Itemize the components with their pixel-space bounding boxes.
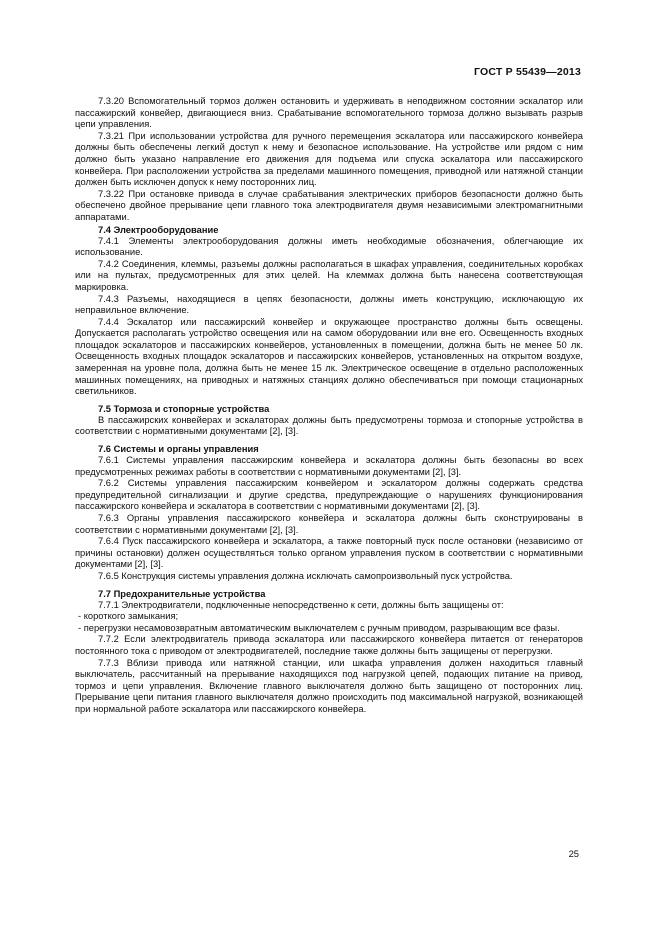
section-heading: 7.4 Электрооборудование: [98, 224, 219, 235]
paragraph: 7.7.3 Вблизи привода или натяжной станции, или шкафа управления должен находиться главный выключатель, рассчитанный на прерывание находящихся под нагрузкой цепей, подающих питание на привод, тормоз и цепи управления. Включение главного выключателя должно быть защищено от посторонних лиц. Прерывание цепи питания главного выключателя должно происходить под максимальной нагрузкой, возникающей при нормальной работе эскалатора или пассажирского конвейера.: [75, 657, 583, 714]
paragraph: 7.6.5 Конструкция системы управления должна исключать самопроизвольный пуск устройства.: [98, 570, 513, 581]
paragraph: 7.6.2 Системы управления пассажирским конвейером и эскалатором должны содержать средства предупредительной сигнализации и другие средства, предупреждающие о нарушениях функционирования пассажирского конвейера и эскалатора в соответствии с нормативными документами [2], [3].: [75, 478, 583, 512]
paragraph: 7.3.22 При остановке привода в случае срабатывания электрических приборов безопасности должно быть обеспечено двойное прерывание цепи главного тока электродвигателя двумя независимыми электромагнитными аппаратами.: [75, 188, 583, 222]
list-item: - перегрузки несамовозвратным автоматическим выключателем с ручным приводом, разрывающим все фазы.: [78, 622, 560, 633]
paragraph: 7.6.3 Органы управления пассажирского конвейера и эскалатора должны быть сконструированы в соответствии с нормативными документами [2], [3].: [75, 513, 583, 535]
paragraph: 7.4.3 Разъемы, находящиеся в цепях безопасности, должны иметь конструкцию, исключающую их неправильное включение.: [75, 293, 583, 316]
paragraph: 7.7.1 Электродвигатели, подключенные непосредственно к сети, должны быть защищены от:: [98, 599, 504, 610]
section-heading: 7.6 Системы и органы управления: [98, 444, 259, 455]
section-heading: 7.5 Тормоза и стопорные устройства: [98, 403, 270, 414]
document-body: [75, 96, 583, 716]
paragraph: 7.3.20 Вспомогательный тормоз должен остановить и удерживать в неподвижном состоянии эскалатор или пассажирский конвейер, двигающиеся вниз. Срабатывание вспомогательного тормоза должно вызывать разрыв цепи управления.: [75, 96, 583, 130]
paragraph: 7.4.2 Соединения, клеммы, разъемы должны располагаться в шкафах управления, соединительных коробках или на пультах, предусмотренных для этих целей. На клеммах должна быть нанесена соответствующая маркировка.: [75, 258, 583, 292]
paragraph: 7.3.21 При использовании устройства для ручного перемещения эскалатора или пассажирского конвейера должны быть обеспечены легкий доступ к нему и безопасное использование. На устройстве или рядом с ним должно быть указано направление его движения для подъема или спуска эскалатора или пассажирского конвейера. При расположении устройства за пределами машинного помещения, приводной или натяжной станции должен быть исключен допуск к нему посторонних лиц.: [75, 130, 583, 188]
list-item: - короткого замыкания;: [78, 611, 179, 622]
paragraph: 7.6.4 Пуск пассажирского конвейера и эскалатора, а также повторный пуск после остановки (независимо от причины остановки) должен осуществляться только органом управления пуском в соответствии с нормативными документами [2], [3].: [75, 536, 583, 570]
section-heading: 7.7 Предохранительные устройства: [98, 588, 266, 599]
paragraph: 7.4.4 Эскалатор или пассажирский конвейер и окружающее пространство должны быть освещены. Допускается располагать устройство освещения или на самом оборудовании или вне его. Освещенность входных площадок эскалаторов и пассажирских конвейеров, установленных в помещении, должна быть не менее 50 лк. Освещенность входных площадок эскалаторов и пассажирских конвейеров, установленных на открытом воздухе, замеренная на уровне пола, должна быть не менее 15 лк. Электрическое освещение в отдельно расположенных машинных помещениях, на приводных и натяжных станциях должно обеспечиваться при помощи стационарных светильников.: [75, 316, 583, 397]
paragraph: 7.7.2 Если электродвигатель привода эскалатора или пассажирского конвейера питается от генераторов постоянного тока с приводом от электродвигателей, последние также должны быть защищены от перегрузки.: [75, 634, 583, 656]
paragraph: В пассажирских конвейерах и эскалаторах должны быть предусмотрены тормоза и стопорные устройства в соответствии с нормативными документами [2], [3].: [75, 414, 583, 437]
paragraph: 7.4.1 Элементы электрооборудования должны иметь необходимые обозначения, облегчающие их использование.: [75, 235, 583, 258]
paragraph: 7.6.1 Системы управления пассажирским конвейера и эскалатора должны быть безопасны во всех предусмотренных режимах работы в соответствии с нормативными документами [2], [3].: [75, 455, 583, 477]
page-number: 25: [568, 849, 579, 859]
standard-header: ГОСТ Р 55439—2013: [473, 66, 581, 78]
